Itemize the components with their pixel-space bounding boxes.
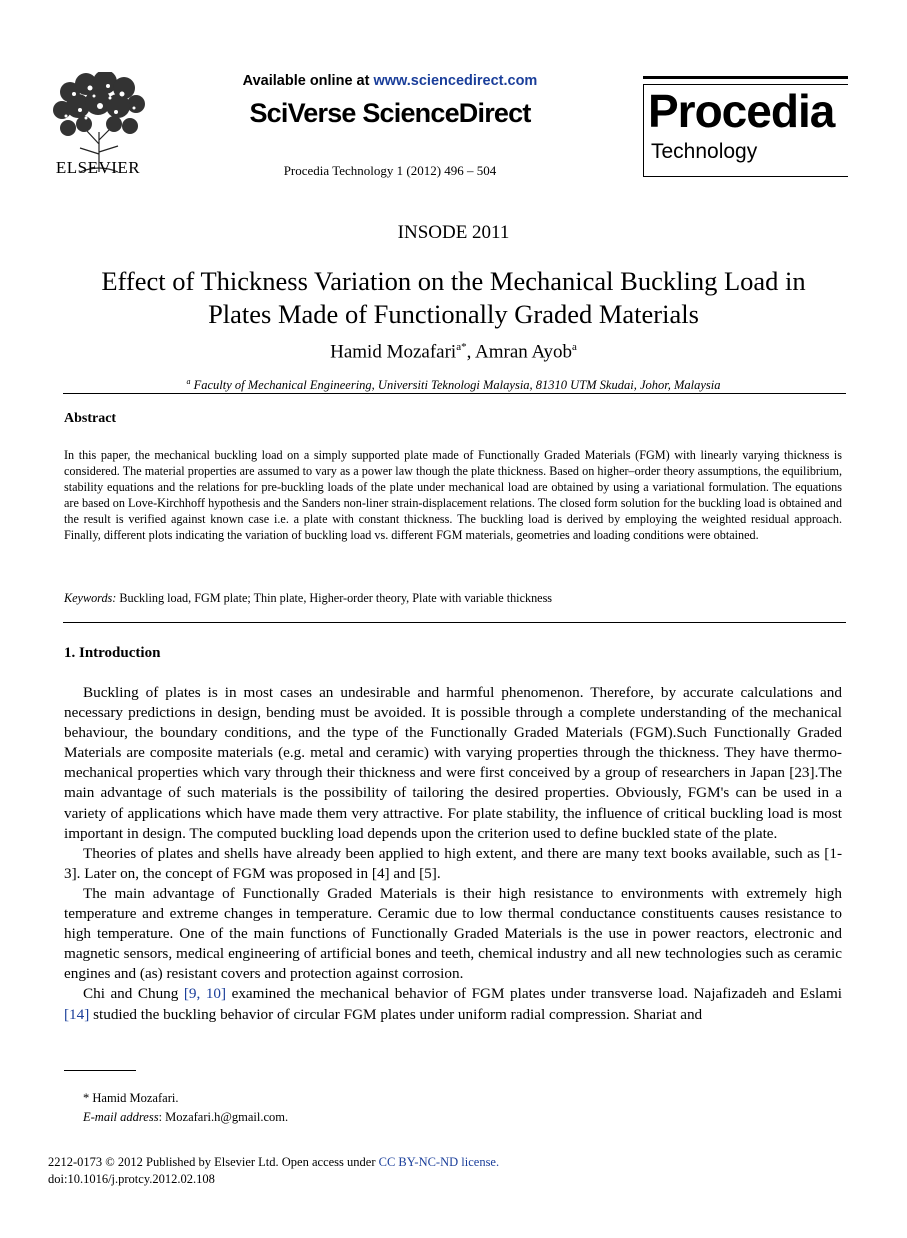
author-separator: , [466, 341, 472, 363]
divider-keywords [63, 622, 846, 623]
author-1-affil: a* [456, 341, 467, 353]
issn-text: 2212-0173 © 2012 Published by Elsevier Ltd. Open access under [48, 1155, 379, 1169]
journal-reference: Procedia Technology 1 (2012) 496 – 504 [283, 163, 497, 178]
intro-paragraph-4 [64, 984, 842, 1024]
brand-frame-bottom [643, 176, 848, 177]
footnote-email [83, 1110, 288, 1125]
title-line-2: Plates Made of Functionally Graded Materials [208, 299, 699, 329]
email-address: : Mozafari.h@gmail.com. [158, 1110, 289, 1124]
platform-logo: SciVerse ScienceDirect [249, 98, 531, 128]
journal-brand: Procedia [648, 85, 835, 137]
author-list [0, 341, 907, 363]
author-1: Hamid Mozafari [330, 341, 457, 363]
section-heading-introduction: 1. Introduction [64, 645, 161, 661]
available-online [230, 73, 550, 89]
title-line-1: Effect of Thickness Variation on the Mechanical Buckling Load in [101, 266, 806, 296]
p4-text-a: Chi and Chung [83, 985, 184, 1003]
intro-paragraph-3: The main advantage of Functionally Graded Materials is their high resistance to environments with extremely high temperature and extreme changes in temperature. Ceramic due to low thermal conductance constituents causes resistance to high temperature. One of the main functions of Functionally Graded Materials is the use in power reactors, electronic and magnetic sensors, medical engineering of artificial bones and teeth, chemical industry and all new technologies such as ceramic engines and (as) resistant covers and protection against corrosion. [64, 884, 842, 983]
intro-paragraph-1: Buckling of plates is in most cases an undesirable and harmful phenomenon. Therefore, by accurate calculations and necessary predictions in design, bending must be avoided. It is possible through a complete understanding of the mechanical behaviour, the boundary conditions, and the type of the Functionally Graded Materials (FGM).Such Functionally Graded Materials are composite materials (e.g. metal and ceramic) with varying properties through the thickness. They have thermo-mechanical properties which vary through their thickness and were first conceived by a group of researchers in Japan [23].The main advantage of such materials is the possibility of tailoring the desired properties. Obviously, FGM's can be used in a variety of applications which have made them very attractive. For plate stability, the influence of critical buckling load is most important in design. The computed buckling load depends upon the criterion used to define buckled state of the plate. [64, 684, 842, 842]
email-label: E-mail address [83, 1110, 159, 1124]
paper-title [40, 265, 867, 331]
journal-subbrand: Technology [651, 140, 758, 163]
license-link[interactable]: CC BY-NC-ND license. [378, 1155, 500, 1169]
affiliation-marker: a [186, 377, 191, 386]
abstract-heading: Abstract [64, 411, 117, 426]
p4-text-b: examined the mechanical behavior of FGM plates under transverse load. Najafizadeh and Eslami [226, 985, 842, 1003]
footnote-divider [64, 1070, 136, 1071]
doi: doi:10.1016/j.protcy.2012.02.108 [48, 1172, 215, 1186]
author-2: Amran Ayob [475, 341, 572, 363]
brand-frame-top-thick [643, 76, 848, 79]
citation-link-14[interactable]: [14] [64, 1005, 90, 1023]
keywords-text: Buckling load, FGM plate; Thin plate, Higher-order theory, Plate with variable thickness [116, 591, 553, 605]
sciencedirect-link[interactable]: www.sciencedirect.com [373, 73, 538, 89]
intro-paragraph-2: Theories of plates and shells have already been applied to high extent, and there are many text books available, such as [1- 3]. Later on, the concept of FGM was proposed in [4] and [5]. [64, 844, 842, 882]
divider-top [63, 393, 846, 394]
keywords [64, 591, 844, 606]
footnote-author: * Hamid Mozafari. [83, 1091, 179, 1105]
author-2-affil: a [572, 341, 577, 353]
introduction-body [64, 683, 842, 1025]
affiliation [0, 377, 907, 393]
available-prefix: Available online at [242, 73, 374, 89]
citation-link-9-10[interactable]: [9, 10] [183, 985, 227, 1003]
conference-name: INSODE 2011 [397, 222, 510, 243]
keywords-label: Keywords: [64, 591, 117, 605]
copyright-line [48, 1155, 499, 1170]
brand-frame-left [643, 84, 644, 177]
p4-text-c: studied the buckling behavior of circular FGM plates under uniform radial compression. Shariat and [89, 1005, 703, 1023]
abstract-text: In this paper, the mechanical buckling load on a simply supported plate made of Functionally Graded Materials (FGM) with linearly varying thickness is considered. The material properties are assumed to vary as a power law though the plate thickness. Based on higher–order theory assumptions, the equilibrium, stability equations and the relations for pre-buckling loads of the plate under mechanical load are obtained by using a variational formulation. The equations are based on Love-Kirchhoff hypothesis and the Sanders non-liner strain-displacement relations. The closed form solution for the buckling load is obtained and the result is verified against known case i.e. a plate with constant thickness. The buckling load is derived by employing the weighted residual approach. Finally, different plots indicating the variation of buckling load vs. different FGM materials, geometries and loading conditions were obtained. [64, 448, 842, 542]
publisher-wordmark: ELSEVIER [55, 158, 141, 177]
affiliation-text: Faculty of Mechanical Engineering, Universiti Teknologi Malaysia, 81310 UTM Skudai, Johor, Malaysia [193, 378, 721, 393]
